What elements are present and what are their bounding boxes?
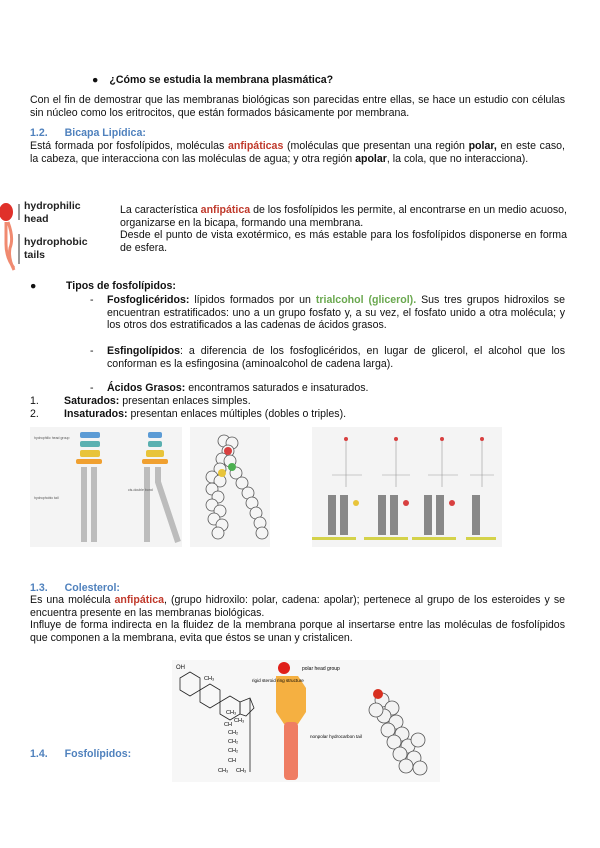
text: presentan enlaces simples. xyxy=(119,395,251,407)
text: Es una molécula xyxy=(30,594,115,606)
oxygen-atom-icon xyxy=(373,689,383,699)
text: presentan enlaces múltiples (dobles o triples). xyxy=(127,408,347,420)
phospholipid-structures-figure xyxy=(312,427,502,547)
highlight-glicerol: trialcohol (glicerol). xyxy=(315,294,417,306)
polar-head-icon xyxy=(278,662,290,674)
bold-apolar: apolar xyxy=(355,152,387,165)
ch3-label: CH₃ xyxy=(204,676,215,682)
ch-label: CH xyxy=(228,758,236,764)
fosfogliceridos-item xyxy=(107,294,565,332)
text: lípidos formados por un xyxy=(189,294,316,306)
ch2-label: CH₂ xyxy=(228,739,239,745)
text: Está formada por fosfolípidos, moléculas xyxy=(30,140,228,152)
ch3-label: CH₃ xyxy=(236,768,247,774)
text: Sus tres grupos hidroxilos se encuentran estratificados: uno a un grupo fosfato y, a su vez, el fosfato unido a otra molécula; y los otros dos estratificados a las cadenas de ácidos grasos. xyxy=(107,294,565,331)
rigid-label: rigid steroid ring structure xyxy=(252,678,304,683)
highlight-anfipatica: anfipática xyxy=(114,594,164,606)
oh-label: OH xyxy=(176,665,185,671)
tipos-title: Tipos de fosfolípidos: xyxy=(66,280,176,292)
space-filling-figure xyxy=(190,427,270,547)
numbered-item-1 xyxy=(30,395,251,408)
esfingolipidos-item xyxy=(107,345,565,370)
acidos-grasos-item xyxy=(107,382,565,395)
space-filling-model xyxy=(190,427,270,547)
hydrophilic-group-label: hydrophilic head group xyxy=(34,436,70,440)
text: La característica xyxy=(120,204,201,216)
bold-term: Insaturados: xyxy=(64,408,128,420)
highlight-anfipaticas: anfipáticas xyxy=(228,140,284,152)
tail-label: hydrophobic tails xyxy=(24,236,88,261)
text: de los fosfolípidos les permite, al encontrarse en un medio acuoso, organizarse en la bicapa, formando una membrana. xyxy=(120,204,567,229)
section-1-4-heading xyxy=(30,748,131,761)
text: en este caso, la cabeza, que interacciona con las moléculas de agua; y otra región xyxy=(30,140,565,165)
cholesterol-figure xyxy=(172,660,440,782)
dash: - xyxy=(90,345,94,357)
bold-term: Ácidos Grasos: xyxy=(107,382,186,394)
bold-polar: polar, xyxy=(468,140,497,152)
section-title: Bicapa Lipídica: xyxy=(64,127,146,139)
bullet: ● xyxy=(30,280,37,292)
hydrocarbon-tail-shape xyxy=(284,722,298,780)
ch3-label: CH₃ xyxy=(234,718,245,724)
bicapa-paragraph xyxy=(30,140,565,165)
text: : a diferencia de los fosfoglicéridos, en lugar de glicerol, el alcohol que los conforman es la esfingosina (aminoalcohol de cadena larga). xyxy=(107,345,565,370)
steroid-ring-shape xyxy=(276,676,306,724)
question-text: ¿Cómo se estudia la membrana plasmática? xyxy=(109,74,334,86)
phospholipid-structures-diagram xyxy=(312,427,502,547)
section-title: Fosfolípidos: xyxy=(64,748,132,760)
head-label: hydrophilic head xyxy=(24,200,81,225)
ch2-label: CH₂ xyxy=(228,748,239,754)
item-number: 2. xyxy=(30,408,39,420)
text: (moléculas que presentan una región xyxy=(283,140,469,152)
intro-paragraph: Con el fin de demostrar que las membranas biológicas son parecidas entre ellas, se hace un estudio con células sin núcleo como los eritrocitos, que están formados básicamente por membrana. xyxy=(30,94,565,119)
dash: - xyxy=(90,382,94,394)
text: Desde el punto de vista exotérmico, es más estable para los fosfolípidos disponerse en forma de esfera. xyxy=(120,229,567,254)
text: , (grupo hidroxilo: polar, cadena: apolar); pertenece al grupo de los esteroides y se encuentra presente en las membranas biológicas. xyxy=(30,594,566,619)
anfipatica-paragraph xyxy=(120,204,567,254)
text: , la cola, que no interacciona). xyxy=(386,152,529,165)
tipos-heading xyxy=(30,280,176,293)
colesterol-paragraph xyxy=(30,594,565,644)
highlight-anfipatica: anfipática xyxy=(200,204,251,216)
fatty-acid-tails-figure xyxy=(30,427,182,547)
bold-term: Saturados: xyxy=(64,395,120,407)
ch2-label: CH₂ xyxy=(228,730,239,736)
hydrophobic-tail-label: hydrophobic tail xyxy=(34,496,59,500)
section-1-3-heading xyxy=(30,582,120,595)
section-title: Colesterol: xyxy=(64,582,120,594)
fatty-acid-tails-diagram xyxy=(30,427,182,547)
numbered-item-2 xyxy=(30,408,347,421)
bold-term: Esfingolípidos xyxy=(107,345,180,357)
item-number: 1. xyxy=(30,395,39,407)
polar-head-label: polar head group xyxy=(302,666,340,672)
ch-label: CH xyxy=(224,722,232,728)
text: Influye de forma indirecta en la fluidez de la membrana porque al insertarse entre las moléculas de fosfolípidos que componen a la membrana, evita que éstos se unan y cristalicen. xyxy=(30,619,565,644)
dash: - xyxy=(90,294,94,306)
cis-double-bond-label: cis-double bond xyxy=(128,488,153,492)
nonpolar-label: nonpolar hydrocarbon tail xyxy=(310,734,362,739)
section-number: 1.4. xyxy=(30,748,48,760)
section-number: 1.3. xyxy=(30,582,48,594)
text: encontramos saturados e insaturados. xyxy=(185,382,369,394)
section-1-2-heading xyxy=(30,127,146,140)
question-heading xyxy=(92,74,333,87)
ch3-label: CH₃ xyxy=(226,710,237,716)
bullet: ● xyxy=(92,74,99,86)
ch3-label: CH₃ xyxy=(218,768,229,774)
cholesterol-diagram xyxy=(172,660,440,782)
bold-term: Fosfoglicéridos: xyxy=(107,294,190,306)
section-number: 1.2. xyxy=(30,127,48,139)
